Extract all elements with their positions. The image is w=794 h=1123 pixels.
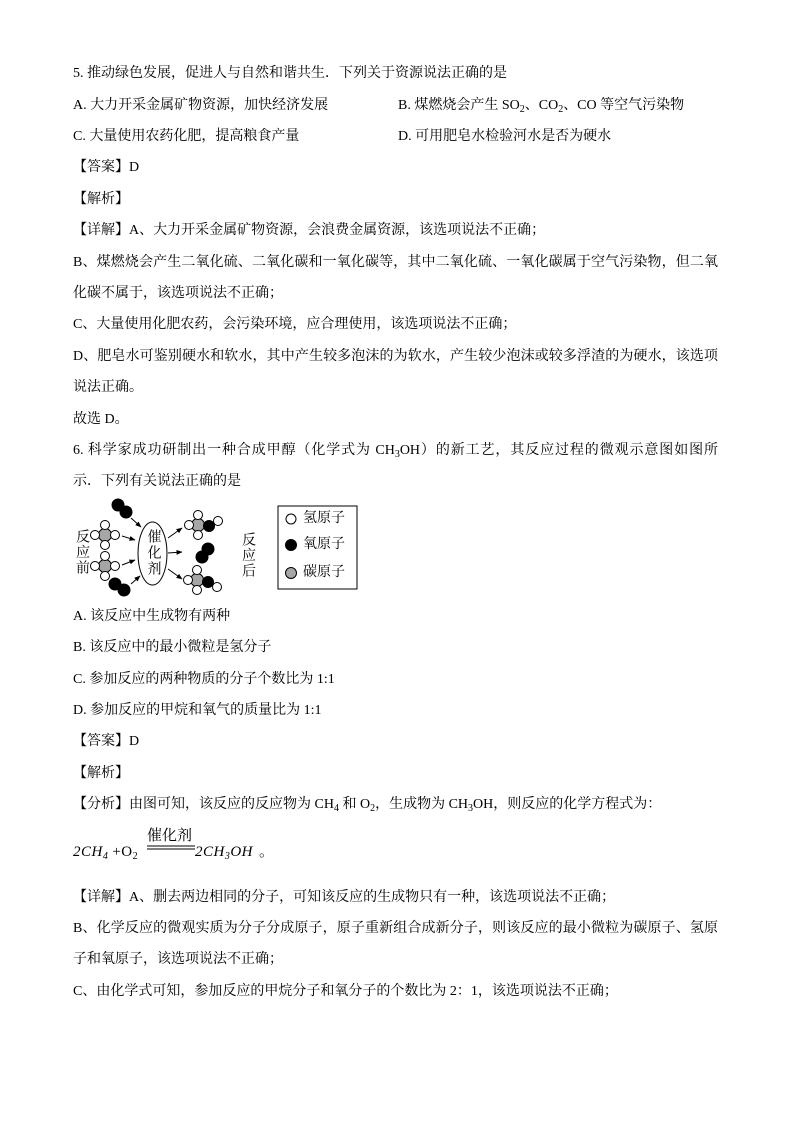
q6-stem-text-1: 6. 科学家成功研制出一种合成甲醇（化学式为 CH	[73, 442, 395, 458]
hydrogen-atom	[101, 551, 110, 560]
after-reaction-label: 反应后	[240, 531, 255, 579]
methane-molecule-reactant-2	[91, 551, 120, 580]
oxygen-molecule-remaining	[196, 543, 214, 563]
reaction-arrow	[131, 518, 141, 527]
q6-detail-line: 【详解】A、删去两边相同的分子，可知该反应的生成物只有一种，该选项说法不正确；	[73, 889, 616, 905]
q5-answer: 【答案】D	[73, 160, 140, 176]
q6-detail-line: C、由化学式可知，参加反应的甲烷分子和氧分子的个数比为 2：1，该选项说法不正确；	[73, 983, 618, 999]
hydrogen-atom	[193, 585, 202, 594]
hydrogen-atom	[101, 540, 110, 549]
hydrogen-atom	[111, 561, 120, 570]
q5-conclusion: 故选 D。	[73, 411, 129, 427]
q6-option-c: C. 参加反应的两种物质的分子个数比为 1:1	[73, 671, 335, 687]
q6-analysis-text-3: ，生成物为 CH	[375, 797, 469, 813]
q5-options-row-2	[73, 121, 733, 152]
q6-stem-line-2: 示．下列有关说法正确的是	[73, 474, 241, 490]
catalyst-label: 催化剂	[145, 528, 161, 577]
q5-option-b-text-1: B. 煤燃烧会产生 SO	[398, 97, 520, 113]
equation-product-tail: OH	[230, 843, 254, 860]
reaction-diagram-figure	[73, 498, 733, 601]
carbon-atom	[99, 559, 112, 572]
equation-reactants	[73, 843, 138, 861]
equation-reactant-1-subscript: 4	[102, 850, 109, 862]
q5-option-b-text-3: 、CO 等空气污染物	[563, 97, 685, 113]
q6-analysis-subscript-2: 2	[370, 803, 376, 815]
q5-option-c: C. 大量使用农药化肥，提高粮食产量	[73, 129, 300, 145]
equation-product: 2CH	[195, 843, 225, 860]
oxygen-molecule-reactant-bottom	[109, 578, 130, 596]
oxygen-atom	[120, 506, 132, 518]
q5-detail-line: 说法正确。	[73, 380, 143, 396]
hydrogen-atom	[111, 530, 120, 539]
reaction-arrow	[168, 552, 182, 553]
legend-hydrogen-label: 氢原子	[303, 510, 345, 526]
q5-option-b-subscript-1: 2	[519, 103, 525, 115]
q6-analysis-subscript-3: 3	[468, 803, 474, 815]
legend-hydrogen-swatch	[286, 514, 296, 524]
legend-oxygen-swatch	[286, 539, 297, 550]
q5-detail-line: C、大量使用化肥农药，会污染环境，应合理使用，该选项说法不正确；	[73, 317, 517, 333]
q5-detail-line: D、肥皂水可鉴别硬水和软水，其中产生较多泡沫的为软水，产生较少泡沫或较多浮渣的为硬水，该选项	[73, 348, 718, 364]
legend-carbon-swatch	[286, 567, 297, 578]
equation-end-mark: 。	[259, 843, 275, 860]
q6-stem-text-2: OH）的新工艺，其反应过程的微观示意图如图所	[399, 442, 718, 458]
hydrogen-atom	[184, 575, 193, 584]
q5-option-b	[398, 90, 723, 121]
q6-analysis-text-2: 和 O	[338, 797, 371, 813]
hydrogen-atom	[185, 520, 194, 529]
before-reaction-label: 反应前	[74, 528, 89, 576]
equation-reactant-1: 2CH	[73, 843, 103, 860]
equation-product-subscript: 3	[224, 850, 231, 862]
q6-analysis-text-1: 【分析】由图可知，该反应的反应物为 CH	[73, 797, 334, 813]
oxygen-atom	[203, 576, 214, 587]
methanol-molecule-product-1	[185, 510, 223, 539]
methane-molecule-reactant-1	[91, 520, 120, 549]
q5-detail-line: 【详解】A、大力开采金属矿物资源，会浪费金属资源，该选项说法不正确；	[73, 223, 546, 239]
equation-reactant-2: +O	[112, 843, 133, 860]
equation-condition: 催化剂	[147, 827, 193, 844]
page-content	[73, 58, 733, 1007]
q6-detail-line: 子和氧原子，该选项说法不正确；	[73, 952, 283, 968]
q5-option-b-text-2: 、CO	[524, 97, 559, 113]
hydrogen-atom	[213, 582, 222, 591]
q5-options-row-1	[73, 90, 733, 121]
legend-carbon-label: 碳原子	[303, 564, 345, 580]
q6-option-b: B. 该反应中的最小微粒是氢分子	[73, 640, 272, 656]
reaction-arrow	[168, 569, 182, 579]
reaction-arrow	[122, 560, 135, 565]
equation-double-bar	[145, 843, 197, 851]
carbon-atom	[99, 528, 112, 541]
hydrogen-atom	[91, 530, 100, 539]
q6-detail-line: B、化学反应的微观实质为分子分成原子，原子重新组合成新分子，则该反应的最小微粒为碳原子、氢原	[73, 920, 718, 936]
q5-stem: 5. 推动绿色发展，促进人与自然和谐共生．下列关于资源说法正确的是	[73, 66, 507, 82]
oxygen-atom	[196, 551, 208, 563]
hydrogen-atom	[101, 571, 110, 580]
reaction-arrow	[122, 536, 135, 540]
q6-option-a: A. 该反应中生成物有两种	[73, 608, 231, 624]
q5-option-d: D. 可用肥皂水检验河水是否为硬水	[398, 129, 612, 145]
q6-option-d: D. 参加反应的甲烷和氧气的质量比为 1:1	[73, 702, 322, 718]
q5-option-a: A. 大力开采金属矿物资源，加快经济发展	[73, 97, 329, 113]
chemical-equation	[73, 821, 733, 882]
hydrogen-atom	[91, 561, 100, 570]
hydrogen-atom	[214, 516, 223, 525]
q6-analysis-heading: 【解析】	[73, 765, 129, 781]
oxygen-molecule-reactant-top	[112, 499, 132, 518]
hydrogen-atom	[194, 530, 203, 539]
q6-analysis-subscript-1: 4	[333, 803, 339, 815]
q5-option-b-subscript-2: 2	[558, 103, 564, 115]
q5-detail-line: B、煤燃烧会产生二氧化硫、二氧化碳和一氧化碳等，其中二氧化硫、一氧化碳属于空气污染物，但二氧	[73, 254, 718, 270]
oxygen-atom	[204, 520, 215, 531]
q6-stem-subscript: 3	[394, 448, 400, 460]
q5-detail-line: 化碳不属于，该选项说法不正确；	[73, 286, 283, 302]
legend-oxygen-label: 氧原子	[303, 536, 345, 552]
q6-analysis-line	[73, 789, 733, 820]
q6-answer: 【答案】D	[73, 734, 140, 750]
hydrogen-atom	[194, 510, 203, 519]
methanol-molecule-product-2	[184, 565, 222, 594]
hydrogen-atom	[193, 565, 202, 574]
q6-analysis-text-4: OH，则反应的化学方程式为：	[473, 797, 662, 813]
equation-products	[195, 843, 275, 861]
q6-stem-line-1	[73, 435, 718, 466]
reaction-arrow	[131, 576, 140, 584]
equation-reactant-2-subscript: 2	[132, 850, 139, 862]
q5-analysis-heading: 【解析】	[73, 191, 129, 207]
hydrogen-atom	[101, 520, 110, 529]
reaction-arrow	[168, 528, 182, 538]
oxygen-atom	[118, 584, 130, 596]
